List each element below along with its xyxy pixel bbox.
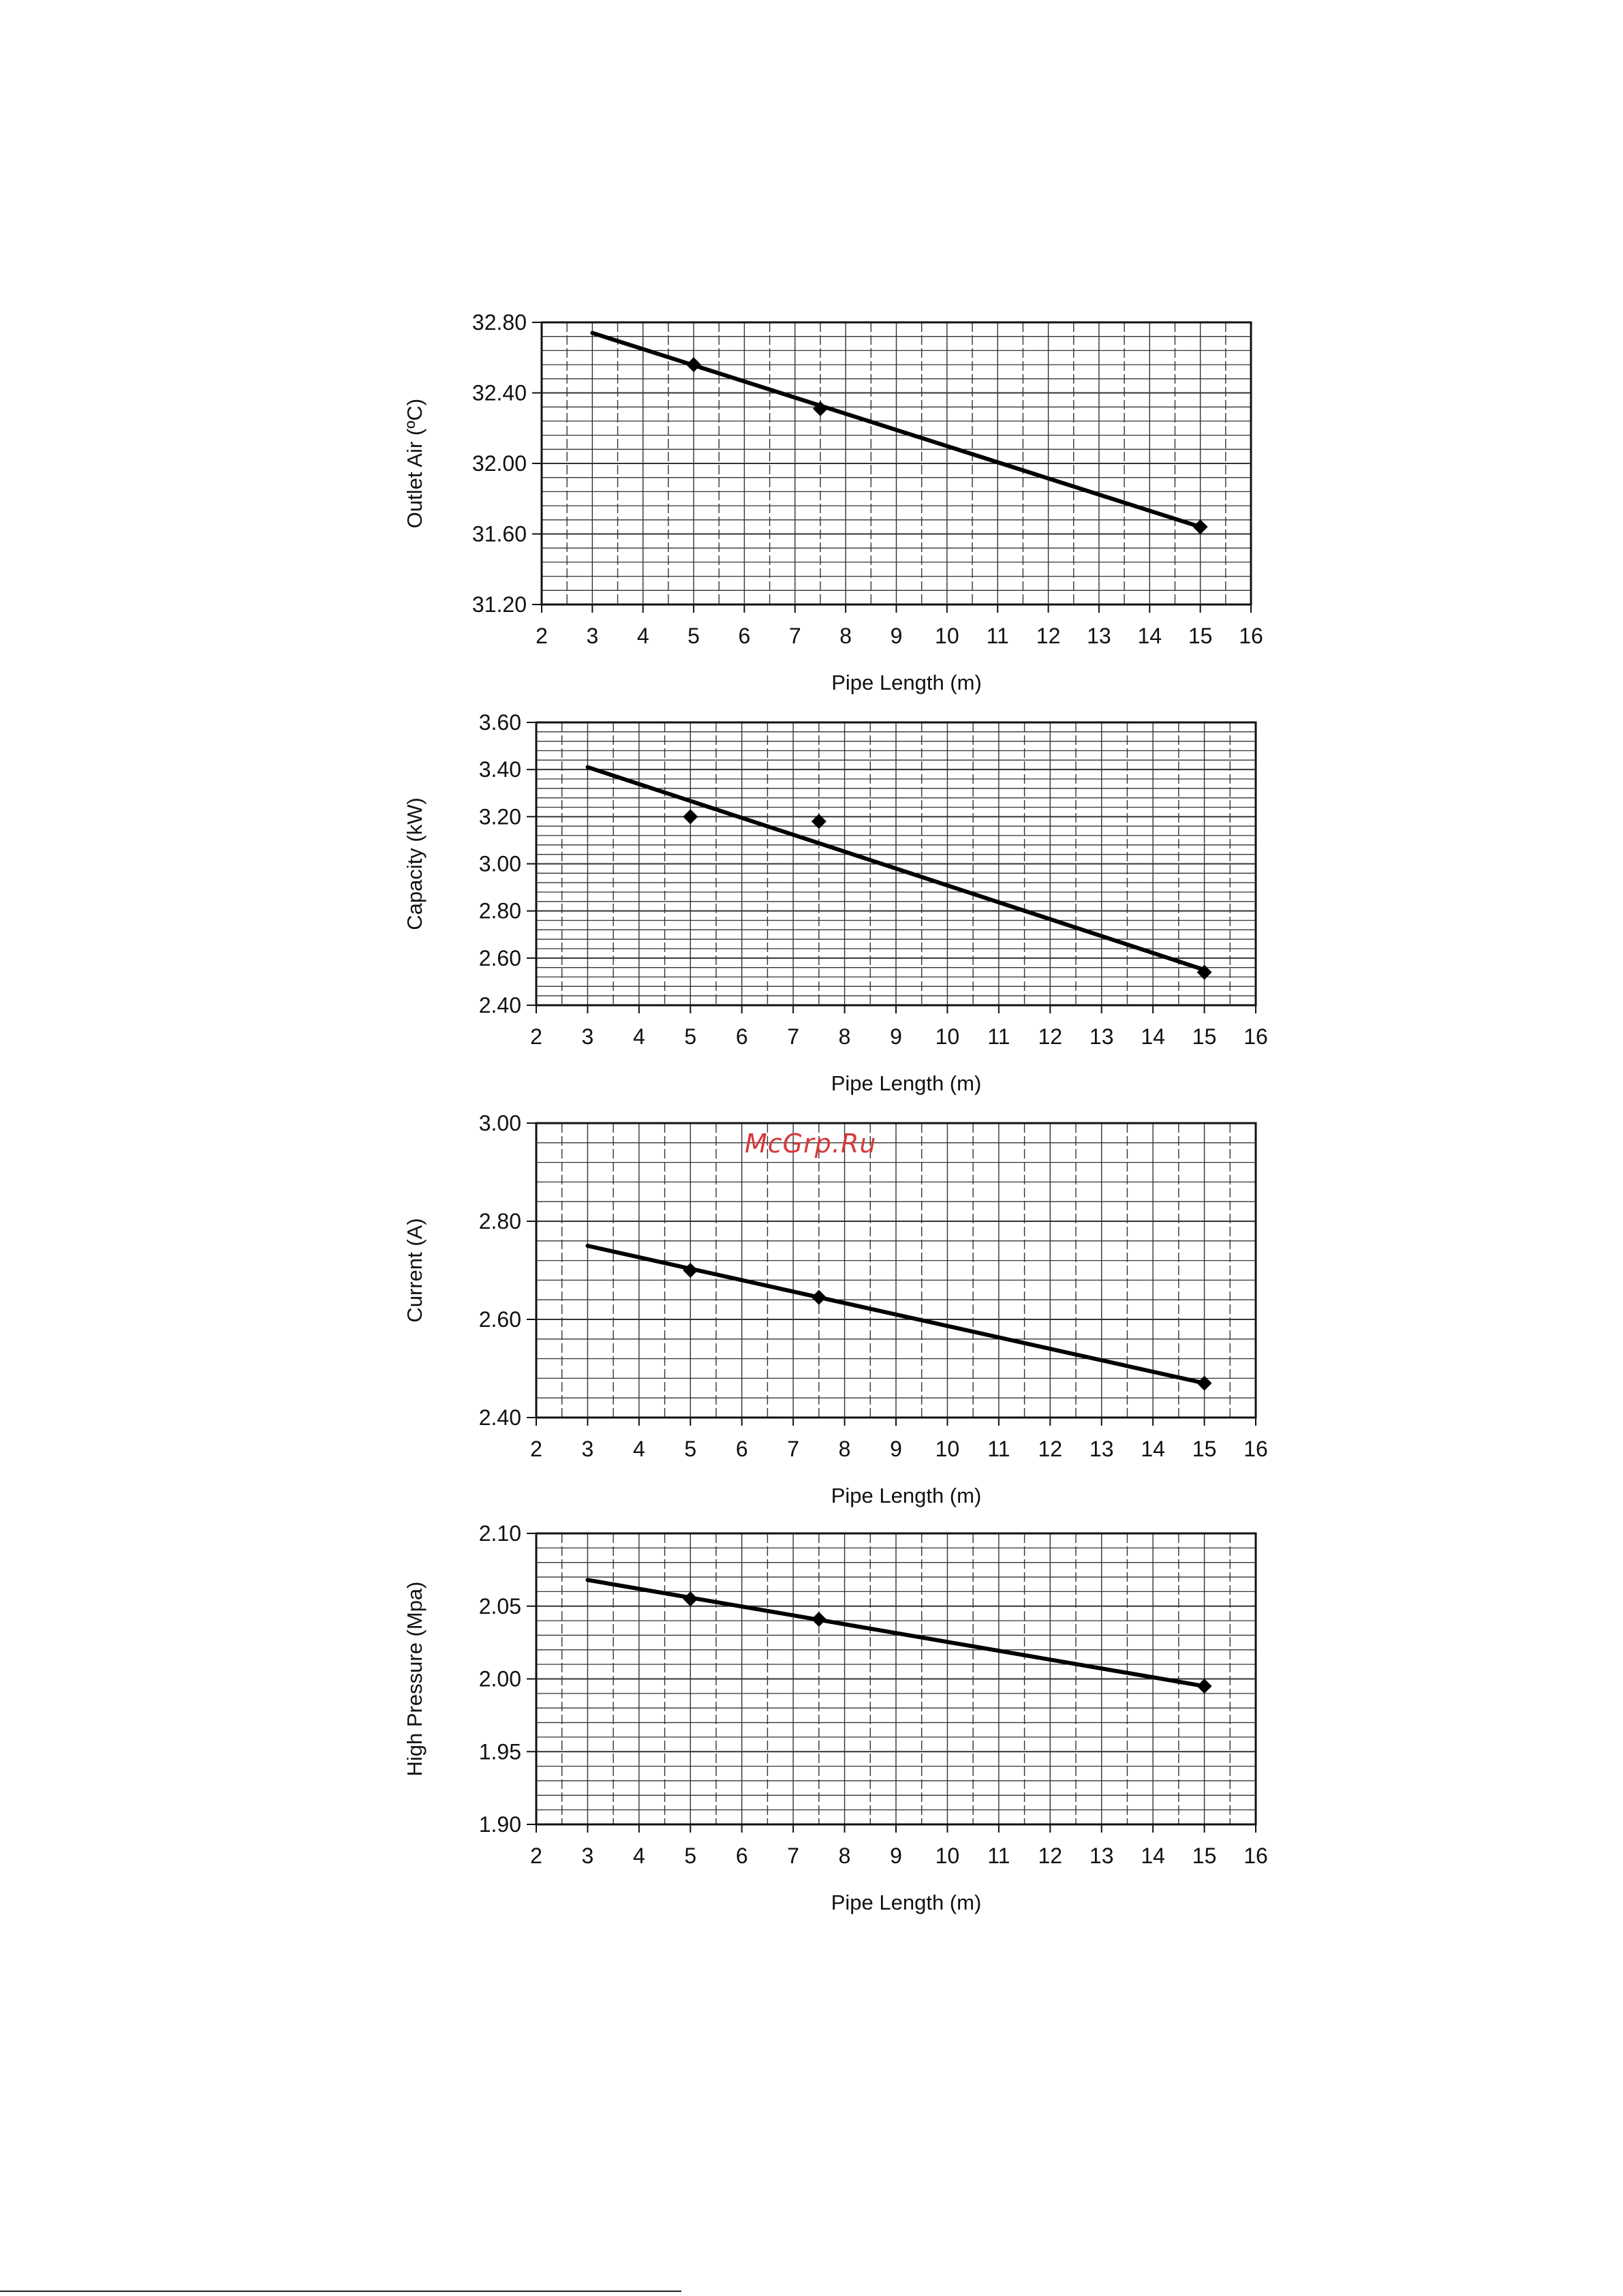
data-point-marker xyxy=(1193,519,1208,534)
x-tick-label: 10 xyxy=(935,1843,960,1868)
x-tick-label: 10 xyxy=(935,1437,960,1461)
x-tick-label: 11 xyxy=(987,1437,1010,1461)
x-tick-label: 2 xyxy=(530,1437,542,1461)
x-tick-label: 8 xyxy=(838,1024,851,1049)
y-tick-label: 32.40 xyxy=(472,380,527,405)
y-tick-label: 32.80 xyxy=(472,310,527,335)
x-tick-label: 8 xyxy=(839,624,852,648)
x-tick-label: 15 xyxy=(1192,1024,1217,1049)
x-tick-label: 12 xyxy=(1038,1024,1063,1049)
x-tick-label: 12 xyxy=(1036,624,1061,648)
x-tick-label: 11 xyxy=(987,1024,1010,1049)
y-tick-label: 2.10 xyxy=(478,1521,521,1546)
x-tick-label: 8 xyxy=(838,1843,851,1868)
x-tick-label: 10 xyxy=(935,1024,960,1049)
x-tick-label: 14 xyxy=(1141,1024,1165,1049)
data-point-marker xyxy=(686,357,701,372)
y-tick-label: 2.00 xyxy=(478,1666,521,1692)
y-tick-label: 2.60 xyxy=(478,945,521,970)
page-bottom-rule xyxy=(0,2291,681,2292)
x-tick-label: 4 xyxy=(632,1843,645,1868)
x-tick-label: 14 xyxy=(1141,1843,1165,1868)
x-tick-label: 3 xyxy=(586,624,599,648)
x-tick-label: 2 xyxy=(536,624,548,648)
x-tick-label: 8 xyxy=(838,1437,851,1461)
x-tick-label: 13 xyxy=(1089,1024,1114,1049)
x-tick-label: 15 xyxy=(1192,1843,1217,1868)
y-tick-label: 3.20 xyxy=(478,804,521,829)
x-tick-label: 14 xyxy=(1141,1437,1165,1461)
chart-4 xyxy=(403,1521,1268,1914)
x-axis-title: Pipe Length (m) xyxy=(831,671,982,694)
x-tick-label: 3 xyxy=(581,1024,594,1049)
chart-2 xyxy=(403,710,1268,1095)
y-tick-label: 2.40 xyxy=(478,1405,521,1430)
x-tick-label: 11 xyxy=(986,624,1009,648)
y-tick-label: 2.40 xyxy=(478,993,521,1017)
x-tick-label: 4 xyxy=(636,624,649,648)
x-tick-label: 5 xyxy=(684,1024,697,1049)
y-tick-label: 31.60 xyxy=(472,521,527,547)
y-axis-title: High Pressure (Mpa) xyxy=(403,1581,427,1777)
x-tick-label: 5 xyxy=(684,1437,697,1461)
chart-1 xyxy=(403,310,1263,694)
chart-3 xyxy=(403,1111,1268,1507)
x-tick-label: 15 xyxy=(1188,624,1213,648)
x-tick-label: 7 xyxy=(787,1024,800,1049)
x-tick-label: 13 xyxy=(1089,1843,1114,1868)
y-tick-label: 2.60 xyxy=(478,1307,521,1332)
x-tick-label: 9 xyxy=(890,1024,902,1049)
x-tick-label: 16 xyxy=(1239,624,1263,648)
y-axis-title: Capacity (kW) xyxy=(403,797,427,930)
y-tick-label: 1.90 xyxy=(478,1812,521,1837)
x-tick-label: 6 xyxy=(735,1024,748,1049)
x-tick-label: 10 xyxy=(935,624,959,648)
y-tick-label: 3.40 xyxy=(478,757,521,782)
data-point-marker xyxy=(812,1612,826,1627)
data-point-marker xyxy=(683,1591,698,1606)
x-tick-label: 9 xyxy=(890,1843,902,1868)
x-tick-label: 9 xyxy=(890,624,903,648)
x-tick-label: 7 xyxy=(787,1437,800,1461)
x-tick-label: 6 xyxy=(738,624,751,648)
x-tick-label: 6 xyxy=(735,1843,748,1868)
data-point-marker xyxy=(683,1263,698,1278)
x-tick-label: 16 xyxy=(1243,1843,1268,1868)
y-axis-title: Current (A) xyxy=(403,1218,427,1323)
x-tick-label: 6 xyxy=(735,1437,748,1461)
x-tick-label: 16 xyxy=(1243,1437,1268,1461)
data-point-marker xyxy=(812,1290,826,1305)
x-tick-label: 3 xyxy=(581,1437,594,1461)
x-axis-title: Pipe Length (m) xyxy=(831,1071,982,1095)
x-tick-label: 7 xyxy=(788,624,801,648)
x-tick-label: 14 xyxy=(1137,624,1162,648)
x-axis-title: Pipe Length (m) xyxy=(831,1891,982,1914)
y-tick-label: 2.05 xyxy=(478,1593,521,1619)
x-tick-label: 5 xyxy=(687,624,700,648)
x-tick-label: 12 xyxy=(1038,1437,1063,1461)
data-point-marker xyxy=(683,809,698,824)
y-tick-label: 32.00 xyxy=(472,451,527,476)
x-tick-label: 2 xyxy=(530,1024,542,1049)
x-axis-title: Pipe Length (m) xyxy=(831,1484,982,1507)
x-tick-label: 13 xyxy=(1087,624,1111,648)
y-tick-label: 3.00 xyxy=(478,1111,521,1135)
x-tick-label: 13 xyxy=(1089,1437,1114,1461)
x-tick-label: 16 xyxy=(1243,1024,1268,1049)
y-tick-label: 2.80 xyxy=(478,1209,521,1234)
y-tick-label: 3.00 xyxy=(478,851,521,876)
x-tick-label: 11 xyxy=(987,1843,1010,1868)
y-axis-title: Outlet Air (ºC) xyxy=(403,398,427,529)
x-tick-label: 15 xyxy=(1192,1437,1217,1461)
y-tick-label: 3.60 xyxy=(478,710,521,735)
x-tick-label: 12 xyxy=(1038,1843,1063,1868)
y-tick-label: 1.95 xyxy=(478,1739,521,1764)
y-tick-label: 2.80 xyxy=(478,898,521,923)
x-tick-label: 2 xyxy=(530,1843,542,1868)
x-tick-label: 5 xyxy=(684,1843,697,1868)
x-tick-label: 9 xyxy=(890,1437,902,1461)
x-tick-label: 3 xyxy=(581,1843,594,1868)
x-tick-label: 4 xyxy=(632,1024,645,1049)
y-tick-label: 31.20 xyxy=(472,592,527,617)
x-tick-label: 7 xyxy=(787,1843,800,1868)
watermark-text: McGrp.Ru xyxy=(745,1129,877,1159)
x-tick-label: 4 xyxy=(632,1437,645,1461)
data-point-marker xyxy=(1197,1679,1212,1694)
